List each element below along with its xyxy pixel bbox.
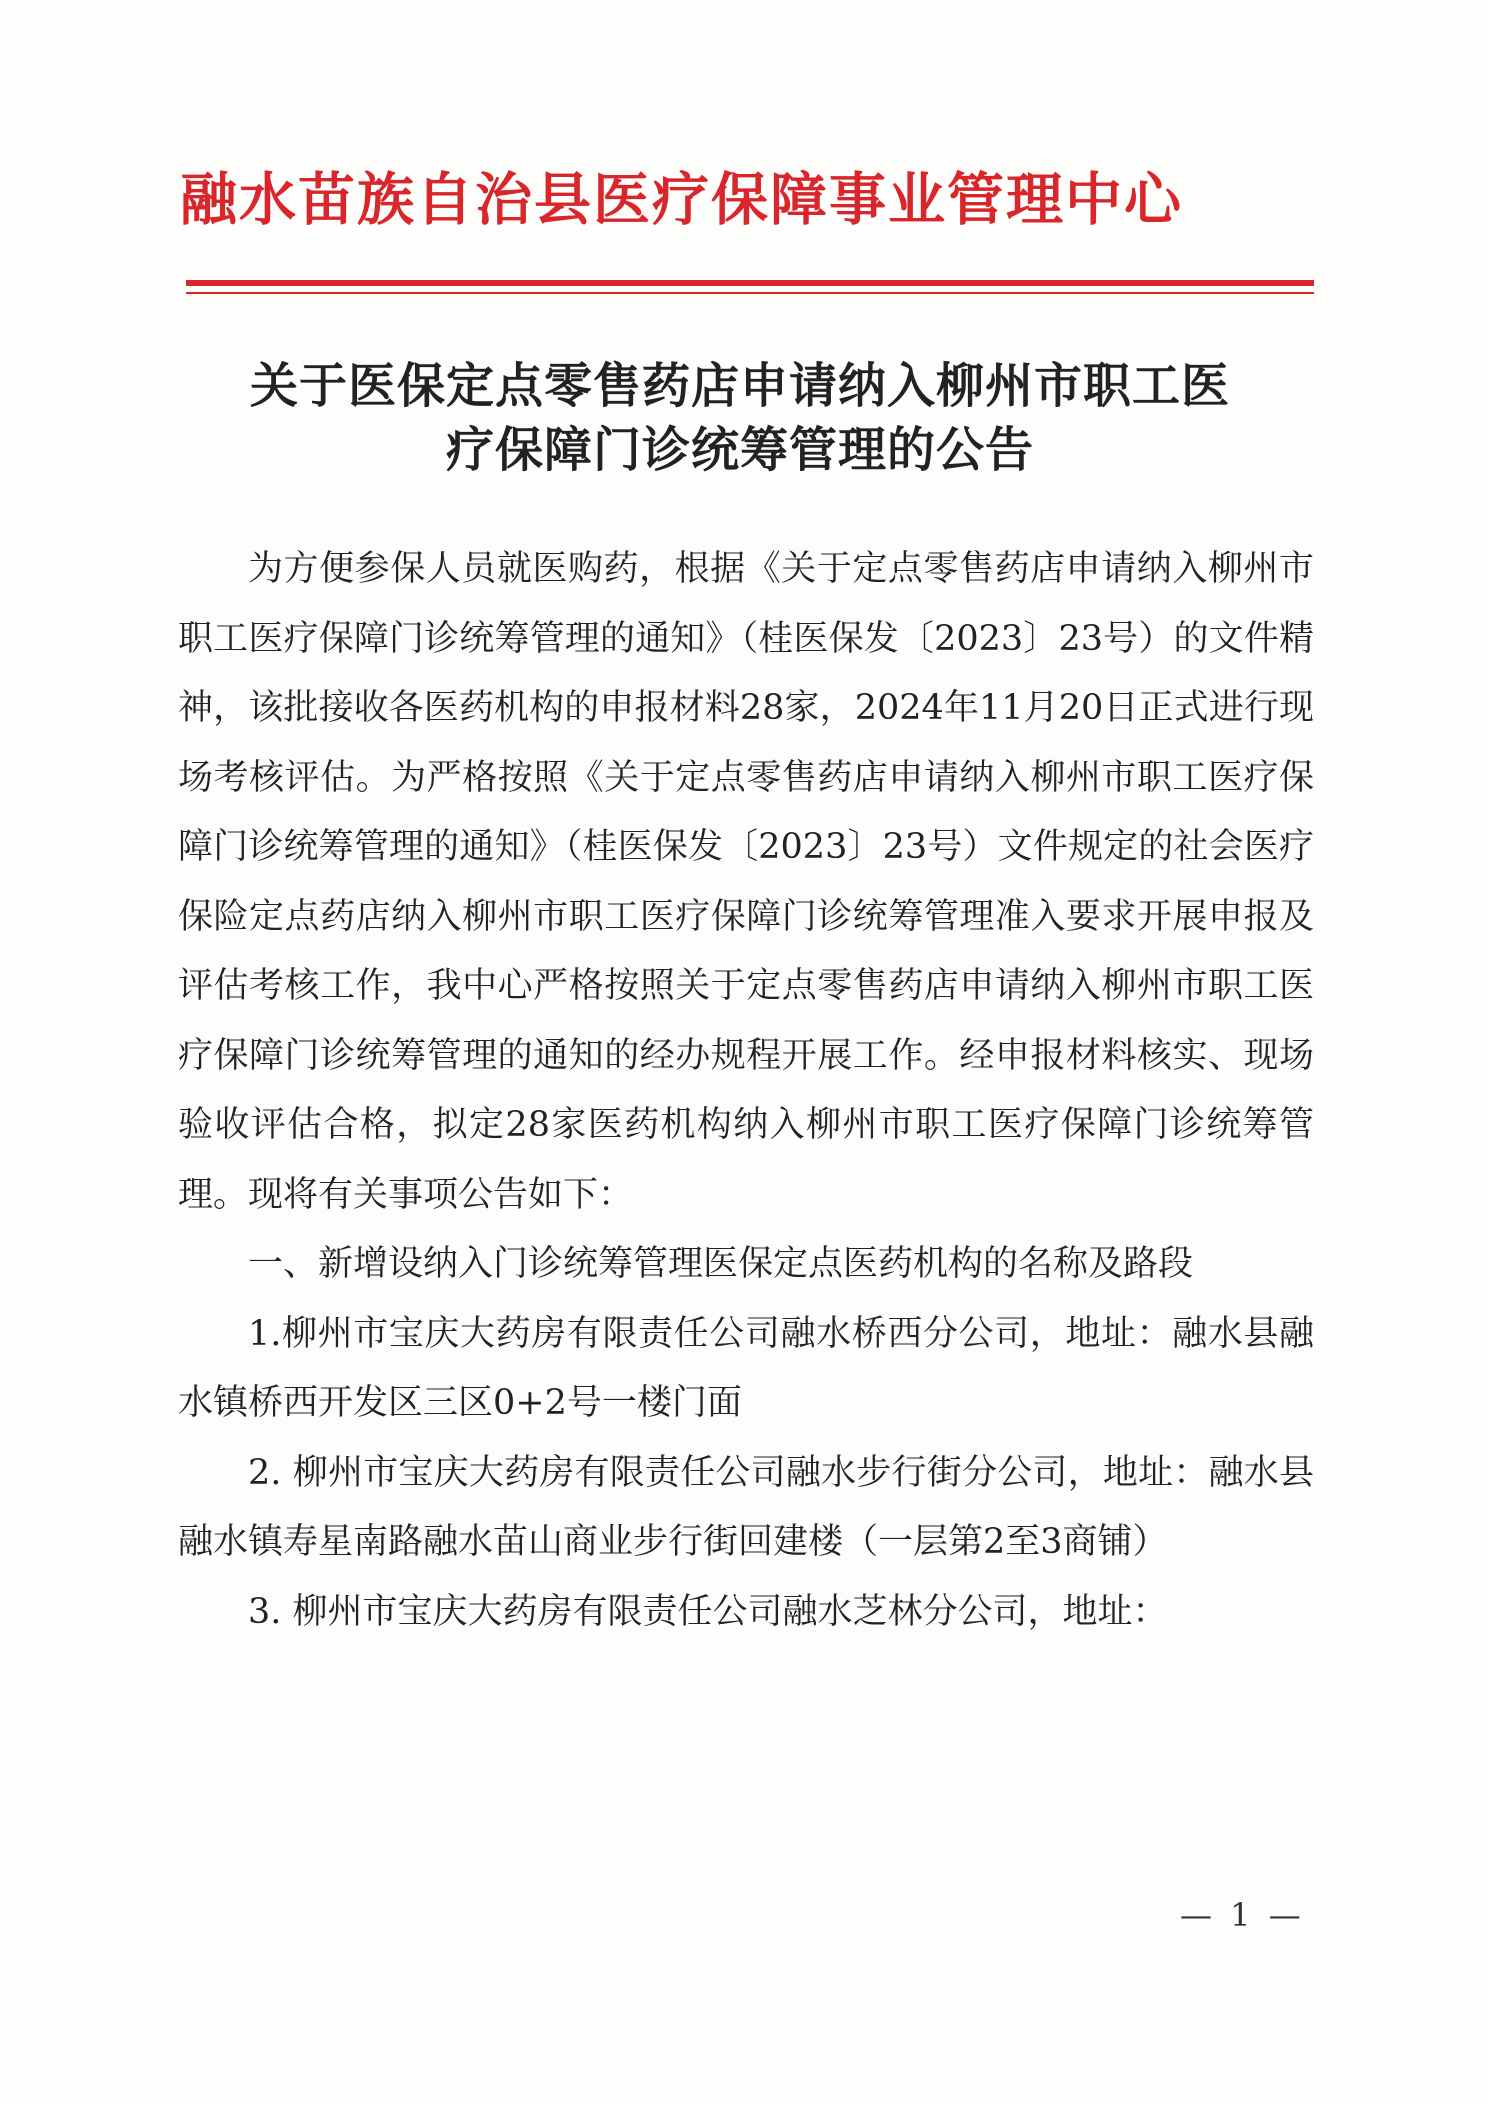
document-title-line-2: 疗保障门诊统筹管理的公告 <box>445 422 1034 478</box>
list-item: 1.柳州市宝庆大药房有限责任公司融水桥西分公司，地址：融水县融水镇桥西开发区三区0+2号一楼门面 <box>178 1313 1314 1423</box>
header-red-rule-thick <box>186 280 1314 286</box>
header-red-rule-thin <box>186 292 1314 294</box>
page-number: — 1 — <box>1180 1896 1305 1934</box>
intro-paragraph: 为方便参保人员就医购药，根据《关于定点零售药店申请纳入柳州市职工医疗保障门诊统筹管理的通知》（桂医保发〔2023〕23号）的文件精神，该批接收各医药机构的申报材料28家，2024年11月20日正式进行现场考核评估。为严格按照《关于定点零售药店申请纳入柳州市职工医疗保障门诊统筹管理的通知》（桂医保发〔2023〕23号）文件规定的社会医疗保险定点药店纳入柳州市职工医疗保障门诊统筹管理准入要求开展申报及评估考核工作，我中心严格按照关于定点零售药店申请纳入柳州市职工医疗保障门诊统筹管理的通知的经办规程开展工作。经申报材料核实、现场验收评估合格，拟定28家医药机构纳入柳州市职工医疗保障门诊统筹管理。现将有关事项公告如下： <box>178 549 1314 1215</box>
document-title-line-1: 关于医保定点零售药店申请纳入柳州市职工医 <box>249 358 1230 414</box>
list-item: 2. 柳州市宝庆大药房有限责任公司融水步行街分公司，地址：融水县融水镇寿星南路融水苗山商业步行街回建楼（一层第2至3商铺） <box>178 1452 1314 1562</box>
list-item: 3. 柳州市宝庆大药房有限责任公司融水芝林分公司，地址： <box>248 1591 1168 1632</box>
organization-header: 融水苗族自治县医疗保障事业管理中心 <box>180 167 1183 233</box>
section-heading-1: 一、新增设纳入门诊统筹管理医保定点医药机构的名称及路段 <box>248 1244 1194 1284</box>
document-body <box>178 535 1314 1647</box>
